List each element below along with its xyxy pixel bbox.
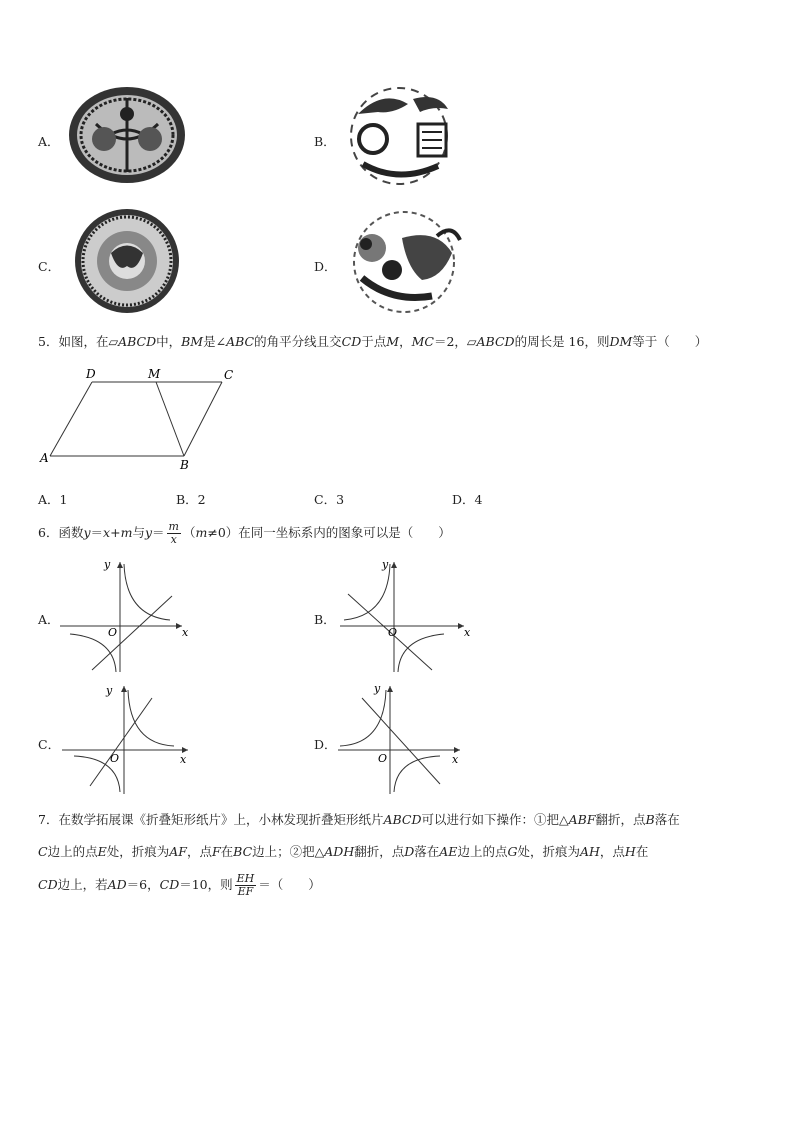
svg-text:x: x [180, 753, 187, 766]
vertex-m-label: M [148, 367, 161, 381]
q7-fraction: $\frac{EH}{EF}$ [236, 872, 255, 898]
q6-graph-b [340, 556, 480, 674]
q6-graph-c [60, 680, 200, 796]
q5-option-b: B．2 [176, 492, 206, 507]
paper-cut-oval-flower-icon [66, 84, 188, 186]
svg-text:x: x [452, 753, 459, 766]
svg-text:x: x [464, 626, 471, 639]
svg-text:y: y [374, 682, 381, 695]
q4-option-b-label: B． [314, 134, 336, 149]
vertex-b-label: B [180, 458, 189, 472]
vertex-c-label: C [224, 368, 234, 382]
svg-text:y: y [104, 558, 111, 571]
svg-text:y: y [382, 558, 389, 571]
q5-parallelogram-figure [36, 364, 246, 476]
q5-option-c: C．3 [314, 492, 345, 507]
vertex-a-label: A [40, 451, 49, 465]
q5-question-text: 5．如图，在▱ABCD中，BM是∠ABC的角平分线且交CD于点M，MC＝2，▱ABCD的周长是 16，则DM等于（ ） [38, 334, 708, 349]
q4-option-d-label: D． [314, 259, 337, 274]
svg-text:x: x [182, 626, 189, 639]
q6-option-a-label: A． [38, 612, 60, 627]
q6-option-c-label: C． [38, 737, 61, 752]
vertex-d-label: D [86, 367, 96, 381]
q5-option-a: A．1 [38, 492, 68, 507]
svg-text:O: O [108, 626, 118, 639]
svg-text:y: y [106, 684, 113, 697]
q7-line-3: CD边上，若AD＝6，CD＝10，则 $\frac{EH}{EF}$ ＝（ ） [38, 872, 321, 898]
paper-cut-animal-flower-icon [342, 208, 466, 316]
q6-fraction: $\frac{m}{x}$ [168, 520, 179, 546]
svg-text:O: O [388, 626, 398, 639]
q7-line-2: C边上的点E处，折痕为AF，点F在BC边上；②把△ADH翻折，点D落在AE边上的点G处，折痕为AH，点H在 [38, 844, 649, 859]
q6-option-d-label: D． [314, 737, 337, 752]
q4-option-a-label: A． [38, 134, 60, 149]
svg-text:O: O [110, 752, 120, 765]
q6-graph-a [60, 556, 200, 674]
q4-option-c-label: C． [38, 259, 61, 274]
q6-question-text: 6．函数y＝x+m与y＝ $\frac{m}{x}$ （m≠0）在同一坐标系内的图象可以是（ ） [38, 520, 451, 546]
q5-option-d: D．4 [452, 492, 483, 507]
svg-text:O: O [378, 752, 388, 765]
paper-cut-bird-flower-icon [338, 84, 460, 188]
q7-line-1: 7．在数学拓展课《折叠矩形纸片》上，小林发现折叠矩形纸片ABCD可以进行如下操作：①把△ABF翻折，点B落在 [38, 812, 680, 827]
paper-cut-round-medallion-icon [66, 208, 188, 314]
q6-option-b-label: B． [314, 612, 336, 627]
q6-graph-d [336, 680, 476, 796]
